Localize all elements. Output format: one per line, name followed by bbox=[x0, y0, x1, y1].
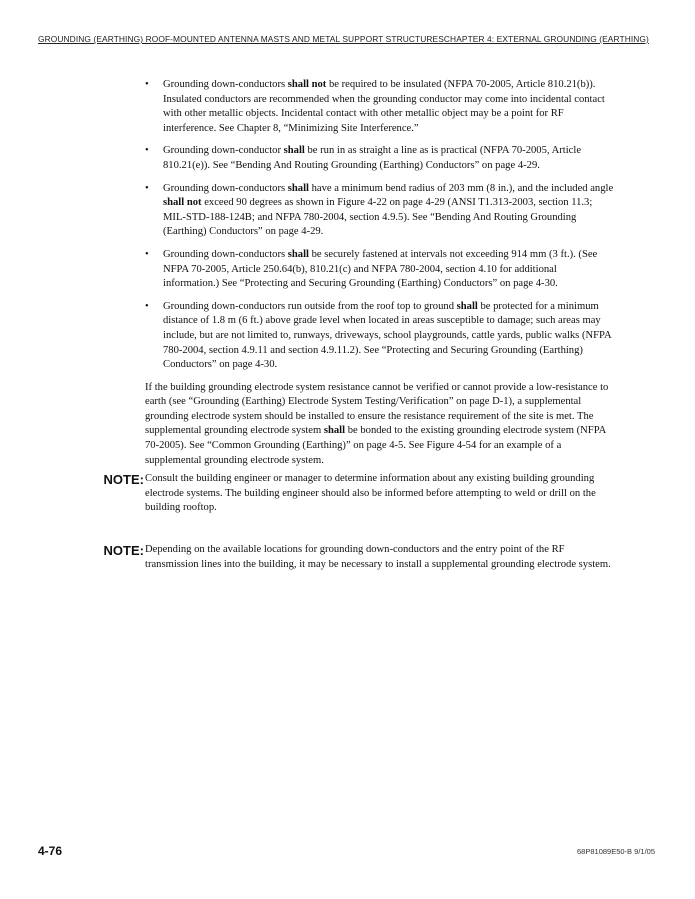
page-number: 4-76 bbox=[38, 844, 63, 858]
bullet-icon: • bbox=[145, 182, 149, 194]
bullet-icon: • bbox=[145, 145, 149, 157]
list-item: • Grounding down-conductors shall have a minimum bend radius of 203 mm (8 in.), and the included angle shall not exceed 90 degrees as shown in Figure 4-22 on page 4-29 (ANSI T1.313-2003, section 11.3; MIL-STD-188-124B; and NFPA 780-2004, section 4.9.5). See “Bending And Routing Grounding (Earthing) Conductors” on page 4-29. bbox=[145, 182, 614, 238]
note-label: NOTE: bbox=[103, 472, 144, 487]
note-text: Consult the building engineer or manager to determine information about any existing building grounding electrode systems. The building engineer should also be informed before attempting to weld or drill on the building rooftop. bbox=[145, 473, 596, 514]
main-content bbox=[145, 78, 615, 468]
list-item: • Grounding down-conductors shall not be required to be insulated (NFPA 70-2005, Article 810.21(b)). Insulated conductors are recommended when the grounding conductor may come into incidental contact with other metallic objects. Incidental contact with other metallic object may be a point for RF interference. See Chapter 8, “Minimizing Site Interference.” bbox=[145, 79, 605, 134]
header-section-title: GROUNDING (EARTHING) ROOF-MOUNTED ANTENNA MASTS AND METAL SUPPORT STRUCTURES bbox=[38, 34, 444, 44]
requirements-list bbox=[145, 78, 615, 373]
document-id: 68P81089E50-B 9/1/05 bbox=[577, 847, 655, 856]
note-building-engineer bbox=[38, 472, 615, 516]
bullet-icon: • bbox=[145, 248, 149, 260]
list-item: • Grounding down-conductors shall be securely fastened at intervals not exceeding 914 mm (3 ft.). (See NFPA 70-2005, Article 250.64(b), 810.21(c) and NFPA 780-2004, section 4.10 for additional information.) See “Protecting and Securing Grounding (Earthing) Conductors” on page 4-30. bbox=[145, 248, 598, 290]
note-label: NOTE: bbox=[103, 543, 144, 558]
bullet-icon: • bbox=[145, 300, 149, 312]
bullet-icon: • bbox=[145, 79, 149, 90]
note-text: Depending on the available locations for grounding down-conductors and the entry point of the RF transmission lines into the building, it may be necessary to install a supplemental grounding electrode system. bbox=[145, 544, 611, 570]
list-item: • Grounding down-conductors run outside from the roof top to ground shall be protected for a minimum distance of 1.8 m (6 ft.) above grade level when located in areas susceptible to damage; such areas may include, but are not limited to, runways, driveways, school playgrounds, cattle yards, public walks (NFPA 780-2004, section 4.9.11 and section 4.9.11.2). See “Protecting and Securing Grounding (Earthing) Conductors” on page 4-30. bbox=[145, 300, 612, 371]
list-item: • Grounding down-conductor shall be run in as straight a line as is practical (NFPA 70-2005, Article 810.21(e)). See “Bending And Routing Grounding (Earthing) Conductors” on page 4-29. bbox=[145, 145, 582, 171]
header-chapter-title: CHAPTER 4: EXTERNAL GROUNDING (EARTHING) bbox=[443, 34, 649, 44]
supplemental-electrode-paragraph: If the building grounding electrode system resistance cannot be verified or cannot provide a low-resistance to earth (see “Grounding (Earthing) Electrode System Testing/Verification” on page D-1), a supplemental grounding electrode system should be installed to ensure the resistance requirement of the site is met. The supplemental grounding electrode system shall be bonded to the existing grounding electrode system (NFPA 70-2005). See “Common Grounding (Earthing)” on page 4-5. See Figure 4-54 for an example of a supplemental grounding electrode system. bbox=[145, 381, 609, 466]
note-supplemental-electrode bbox=[38, 543, 615, 572]
running-header bbox=[38, 34, 649, 44]
